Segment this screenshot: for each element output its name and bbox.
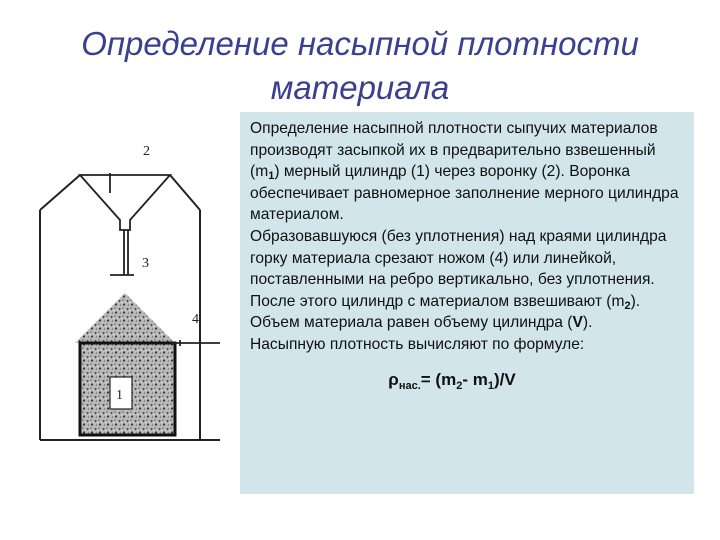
slide-title [40,22,680,110]
formula-m1-sub: 1 [487,379,494,392]
rho-sub: нас. [398,379,421,392]
text-p5: Насыпную плотность вычисляют по формуле: [250,335,585,353]
m1-sub: 1 [268,170,275,183]
slide-title-line-2: материала [270,69,450,106]
text-p4: Объем материала равен объему цилиндра ( [250,314,573,332]
knife [170,340,220,346]
m2-sub: 2 [624,299,631,312]
label-funnel: 2 [143,144,150,159]
formula-tail: )/V [493,369,516,389]
text-p4-end: ). [582,314,593,332]
rho-symbol: ρ [388,369,399,389]
text-p3-end: ). [630,292,641,310]
formula-eq: = (m [420,369,457,389]
apparatus-diagram [30,115,240,455]
formula-m2-sub: 2 [456,379,463,392]
cylinder [75,293,175,435]
text-p2: Образовавшуюся (без уплотнения) над краями цилиндра горку материала срезают ножом (4) или линейкой, поставленными на ребро вертикально, без уплотнения. [250,227,667,289]
formula-minus: - m [462,369,488,389]
label-tube: 3 [142,256,149,271]
description-text [250,118,684,356]
volume-symbol: V [572,314,583,332]
density-formula [250,370,684,390]
funnel [80,173,170,275]
text-p1: Определение насыпной плотности сыпучих материалов производят засыпкой их в предварительно взвешенный (m [250,120,658,181]
text-p1-end: ) мерный цилиндр (1) через воронку (2). Воронка обеспечивает равномерное заполнение мерного цилиндра материалом. [250,163,679,224]
label-cylinder: 1 [116,388,123,403]
description-box [240,112,694,494]
label-knife: 4 [192,312,199,327]
text-p3: После этого цилиндр с материалом взвешивают (m [250,292,625,310]
slide-title-line-1: Определение насыпной плотности [81,25,639,62]
